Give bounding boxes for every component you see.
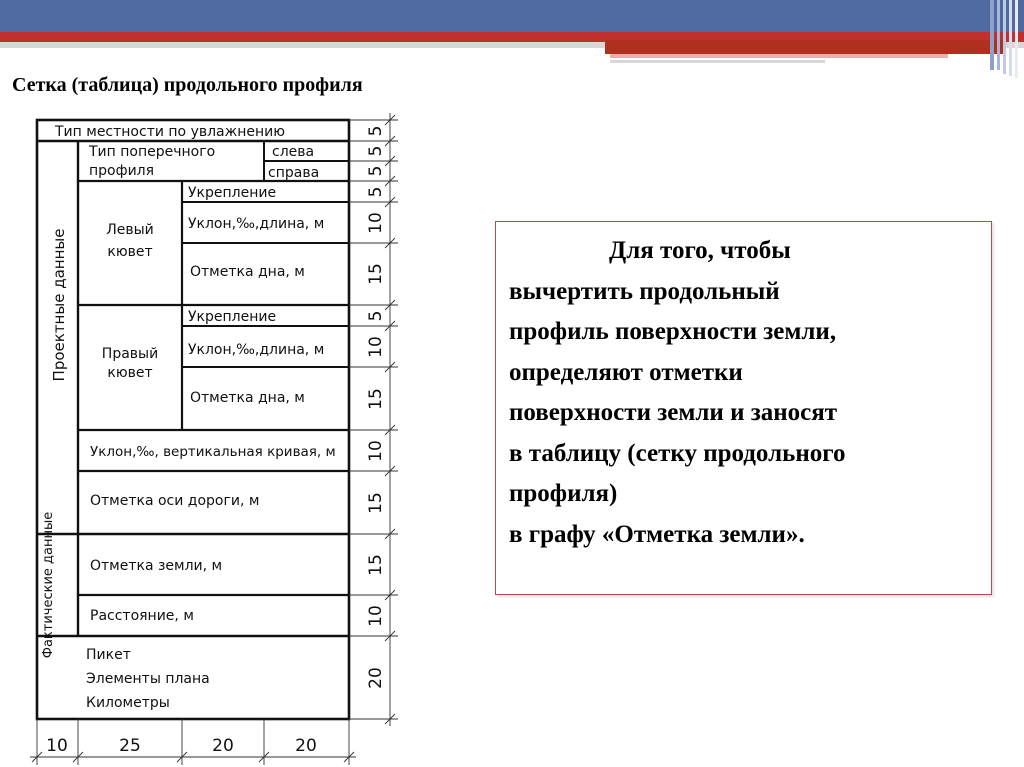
row-height-5: 10 xyxy=(366,212,386,234)
row-height-4: 5 xyxy=(366,186,386,198)
info-line-5: поверхности земли и заносят xyxy=(509,399,838,426)
row-left-slope: Уклон,‰,длина, м xyxy=(188,216,325,232)
row-cross-section-line1: Тип поперечного xyxy=(89,144,216,160)
row-axis-mark: Отметка оси дороги, м xyxy=(90,493,260,509)
row-height-10: 10 xyxy=(366,440,386,462)
column-width-2: 25 xyxy=(119,736,141,756)
row-cross-left: слева xyxy=(272,144,315,160)
row-height-1: 5 xyxy=(366,125,386,137)
column-width-1: 10 xyxy=(46,736,68,756)
row-height-7: 5 xyxy=(366,310,386,322)
row-cross-right: справа xyxy=(268,165,320,181)
row-height-3: 5 xyxy=(366,165,386,177)
row-height-14: 20 xyxy=(366,667,386,689)
row-height-13: 10 xyxy=(366,605,386,627)
right-ditch-label-line1: Правый xyxy=(101,346,159,362)
row-right-bottom: Отметка дна, м xyxy=(190,390,305,406)
info-text xyxy=(509,231,979,555)
row-height-8: 10 xyxy=(366,336,386,358)
column-width-3: 20 xyxy=(212,736,234,756)
row-height-2: 5 xyxy=(366,145,386,157)
info-line-3: профиль поверхности земли, xyxy=(509,318,837,345)
actual-data-label: Фактические данные xyxy=(41,511,56,659)
row-kilometers: Километры xyxy=(86,695,170,711)
info-box xyxy=(495,221,992,595)
row-height-12: 15 xyxy=(366,554,386,576)
info-line-4: определяют отметки xyxy=(509,358,743,386)
row-picket: Пикет xyxy=(86,647,131,663)
design-data-label: Проектные данные xyxy=(50,228,68,382)
row-terrain-type: Тип местности по увлажнению xyxy=(55,124,286,140)
row-right-reinforcement: Укрепление xyxy=(188,309,277,325)
row-left-bottom: Отметка дна, м xyxy=(190,264,305,280)
grid-outer-frame xyxy=(37,120,349,719)
row-left-reinforcement: Укрепление xyxy=(188,185,277,201)
row-height-9: 15 xyxy=(366,388,386,410)
row-distance: Расстояние, м xyxy=(90,608,194,624)
row-height-11: 15 xyxy=(366,492,386,514)
info-line-7: профиля) xyxy=(509,480,618,507)
info-line-8: в графу «Отметка земли». xyxy=(509,520,805,548)
info-line-6: в таблицу (сетку продольного xyxy=(509,439,846,467)
column-width-4: 20 xyxy=(295,736,317,756)
row-cross-section-line2: профиля xyxy=(89,163,155,179)
left-ditch-label-line2: кювет xyxy=(107,244,153,260)
row-right-slope: Уклон,‰,длина, м xyxy=(188,342,325,358)
row-plan-elements: Элементы плана xyxy=(86,671,210,687)
row-ground-mark: Отметка земли, м xyxy=(90,558,223,574)
left-ditch-label-line1: Левый xyxy=(106,222,154,238)
info-line-2: вычертить продольный xyxy=(509,277,780,305)
row-height-6: 15 xyxy=(366,263,386,285)
slide-title: Сетка (таблица) продольного профиля xyxy=(12,74,363,96)
right-ditch-label-line2: кювет xyxy=(107,365,153,381)
info-line-1: Для того, чтобы xyxy=(609,237,791,264)
row-slope-vertical-curve: Уклон,‰, вертикальная кривая, м xyxy=(90,444,336,460)
